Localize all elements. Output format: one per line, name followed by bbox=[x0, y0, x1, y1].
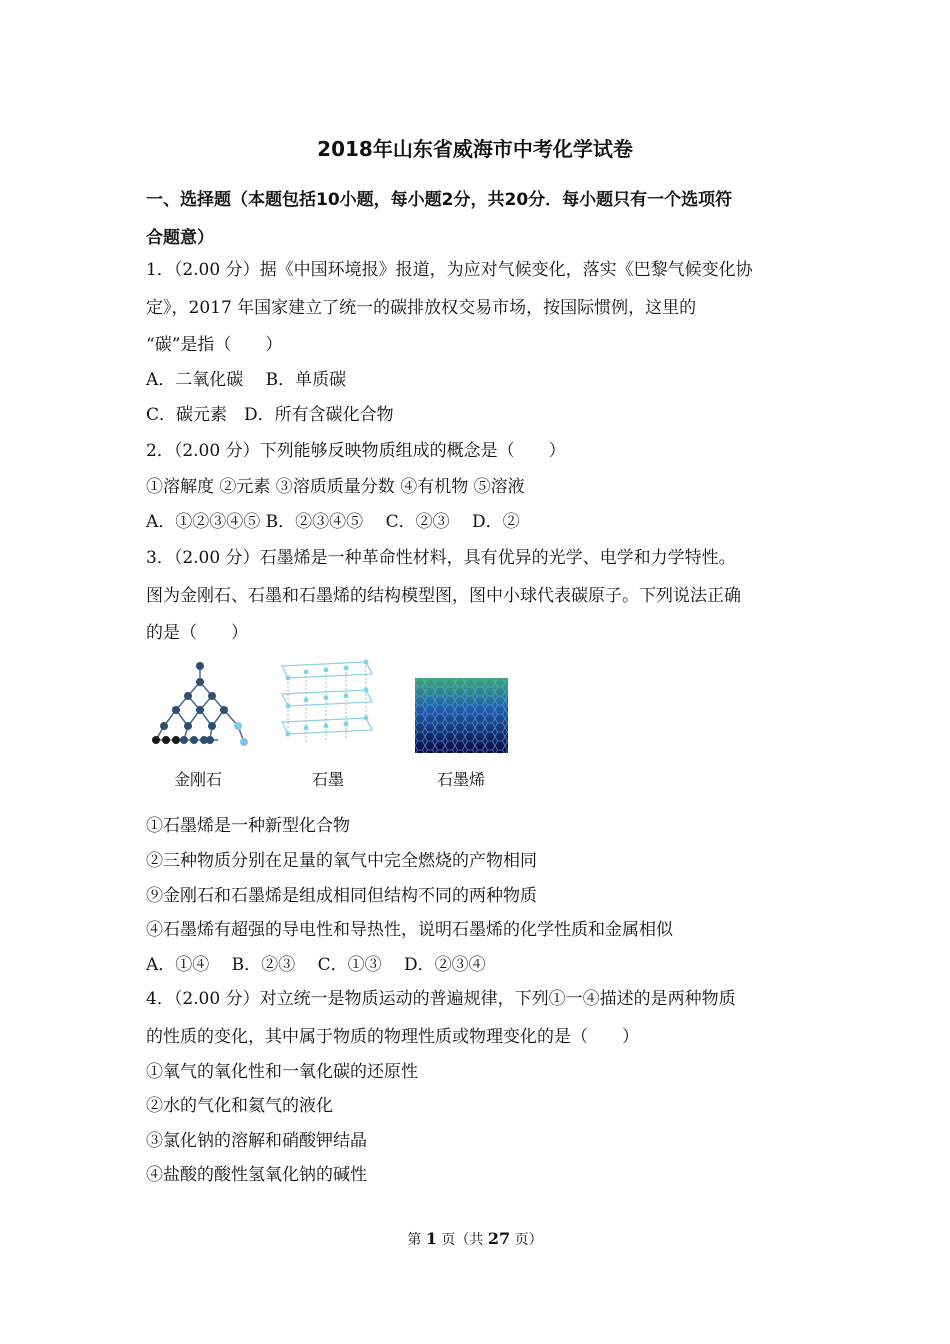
q4-line1: 4．（2.00 分）对立统一是物质运动的普遍规律，下列①一④描述的是两种物质 bbox=[146, 989, 736, 1009]
q3-line1: 3．（2.00 分）石墨烯是一种革命性材料，具有优异的光学、电学和力学特性。 bbox=[146, 548, 736, 568]
q3-line2: 图为金刚石、石墨和石墨烯的结构模型图，图中小球代表碳原子。下列说法正确 bbox=[146, 586, 741, 606]
page-title: 2018年山东省威海市中考化学试卷 bbox=[317, 137, 633, 161]
q4-statement-4: ④盐酸的酸性氢氧化钠的碱性 bbox=[146, 1165, 367, 1185]
figure-label-diamond: 金刚石 bbox=[173, 770, 222, 789]
diamond-structure-image bbox=[148, 658, 253, 753]
q1-line2: 定》，2017 年国家建立了统一的碳排放权交易市场，按国际惯例，这里的 bbox=[146, 298, 697, 318]
q2-line2: ①溶解度 ②元素 ③溶质质量分数 ④有机物 ⑤溶液 bbox=[146, 477, 525, 497]
q3-statement-1: ①石墨烯是一种新型化合物 bbox=[146, 816, 350, 836]
q4-line2: 的性质的变化，其中属于物质的物理性质或物理变化的是（ ） bbox=[146, 1027, 639, 1047]
q1-line1: 1．（2.00 分）据《中国环境报》报道，为应对气候变化，落实《巴黎气候变化协 bbox=[146, 260, 753, 280]
footer-prefix: 第 bbox=[407, 1232, 426, 1248]
q3-line3: 的是（ ） bbox=[146, 623, 248, 643]
section-heading bbox=[146, 181, 826, 257]
q3-statement-4: ④石墨烯有超强的导电性和导热性，说明石墨烯的化学性质和金属相似 bbox=[146, 920, 673, 940]
q3-statement-2: ②三种物质分别在足量的氧气中完全燃烧的产物相同 bbox=[146, 851, 537, 871]
q4-statement-1: ①氧气的氧化性和一氧化碳的还原性 bbox=[146, 1062, 418, 1082]
q1-options-ab: A．二氧化碳 B．单质碳 bbox=[146, 370, 347, 390]
footer-page-number: 1 bbox=[425, 1229, 437, 1248]
q2-options: A．①②③④⑤ B．②③④⑤ C．②③ D．② bbox=[146, 512, 520, 532]
q3-statement-3: ⑨金刚石和石墨烯是组成相同但结构不同的两种物质 bbox=[146, 886, 537, 906]
q4-statement-2: ②水的气化和氦气的液化 bbox=[146, 1096, 333, 1116]
graphite-structure-image bbox=[276, 658, 376, 750]
q3-options: A．①④ B．②③ C．①③ D．②③④ bbox=[146, 955, 486, 975]
footer-middle: 页（共 bbox=[436, 1232, 488, 1248]
page-footer bbox=[0, 1229, 950, 1249]
footer-total-pages: 27 bbox=[487, 1229, 511, 1248]
section-heading-line1: 一、选择题（本题包括10小题，每小题2分，共20分．每小题只有一个选项符 bbox=[146, 190, 733, 210]
q1-line3: “碳”是指（ ） bbox=[146, 335, 283, 355]
q1-options-cd: C．碳元素 D．所有含碳化合物 bbox=[146, 405, 394, 425]
graphene-structure-image bbox=[415, 678, 508, 753]
q2-line1: 2．（2.00 分）下列能够反映物质组成的概念是（ ） bbox=[146, 441, 566, 461]
q4-statement-3: ③氯化钠的溶解和硝酸钾结晶 bbox=[146, 1131, 367, 1151]
footer-suffix: 页） bbox=[510, 1232, 543, 1248]
figure-label-graphite: 石墨 bbox=[311, 770, 344, 789]
section-heading-line2: 合题意） bbox=[146, 228, 214, 248]
figure-label-graphene: 石墨烯 bbox=[436, 770, 485, 789]
